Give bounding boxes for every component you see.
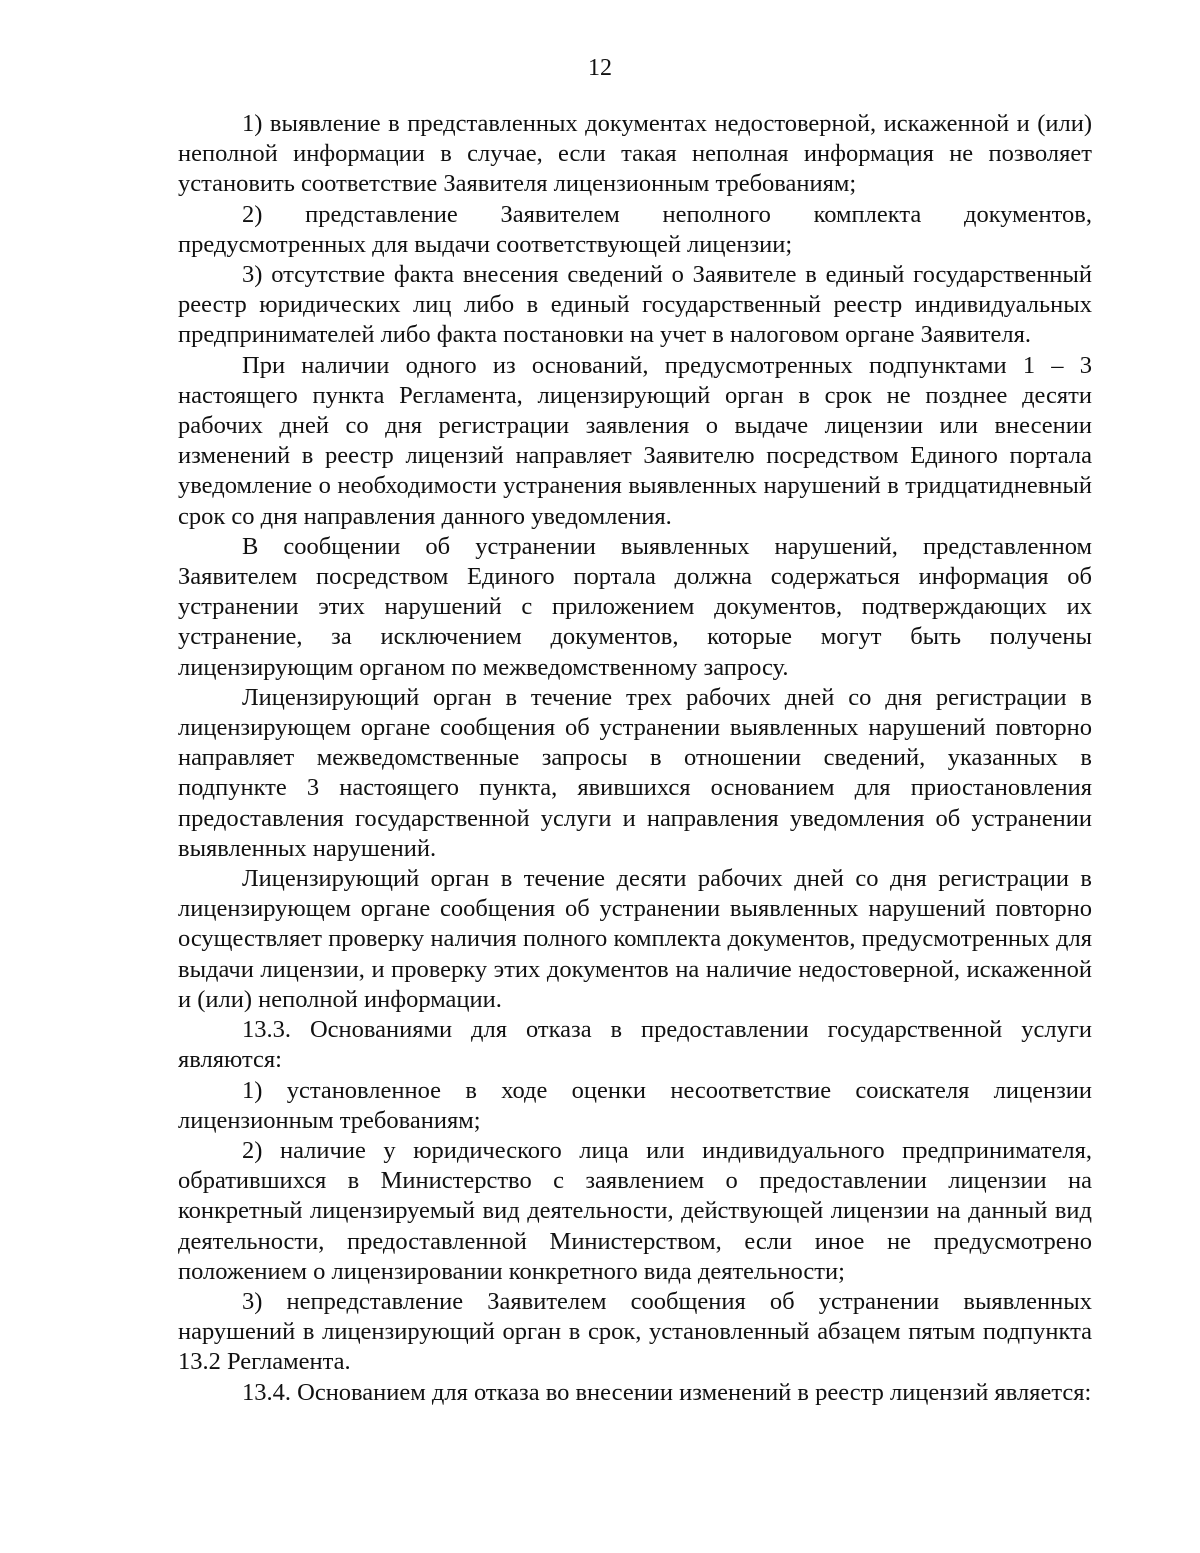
- document-body: [178, 109, 1092, 1408]
- paragraph: 3) отсутствие факта внесения сведений о Заявителе в единый государственный реестр юридических лиц либо в единый государственный реестр индивидуальных предпринимателей либо факта постановки на учет в налоговом органе Заявителя.: [178, 261, 1092, 349]
- page-number: 12: [588, 55, 612, 81]
- paragraph: 13.3. Основаниями для отказа в предоставлении государственной услуги являются:: [178, 1016, 1092, 1074]
- paragraph: 2) наличие у юридического лица или индивидуального предпринимателя, обратившихся в Министерство с заявлением о предоставлении лицензии на конкретный лицензируемый вид деятельности, действующей лицензии на данный вид деятельности, предоставленной Министерством, если иное не предусмотрено положением о лицензировании конкретного вида деятельности;: [178, 1136, 1092, 1285]
- paragraph: 1) выявление в представленных документах недостоверной, искаженной и (или) неполной информации в случае, если такая неполная информация не позволяет установить соответствие Заявителя лицензионным требованиям;: [178, 110, 1092, 198]
- paragraph: 13.4. Основанием для отказа во внесении изменений в реестр лицензий является:: [242, 1378, 1092, 1406]
- paragraph: Лицензирующий орган в течение десяти рабочих дней со дня регистрации в лицензирующем органе сообщения об устранении выявленных нарушений повторно осуществляет проверку наличия полного комплекта документов, предусмотренных для выдачи лицензии, и проверку этих документов на наличие недостоверной, искаженной и (или) неполной информации.: [178, 865, 1092, 1013]
- paragraph: Лицензирующий орган в течение трех рабочих дней со дня регистрации в лицензирующем органе сообщения об устранении выявленных нарушений повторно направляет межведомственные запросы в отношении сведений, указанных в подпункте 3 настоящего пункта, явившихся основанием для приостановления предоставления государственной услуги и направления уведомления об устранении выявленных нарушений.: [178, 683, 1092, 862]
- paragraph: В сообщении об устранении выявленных нарушений, представленном Заявителем посредством Единого портала должна содержаться информация об устранении этих нарушений с приложением документов, подтверждающих их устранение, за исключением документов, которые могут быть получены лицензирующим органом по межведомственному запросу.: [178, 532, 1092, 681]
- paragraph: При наличии одного из оснований, предусмотренных подпунктами 1 – 3 настоящего пункта Регламента, лицензирующий орган в срок не позднее десяти рабочих дней со дня регистрации заявления о выдаче лицензии или внесении изменений в реестр лицензий направляет Заявителю посредством Единого портала уведомление о необходимости устранения выявленных нарушений в тридцатидневный срок со дня направления данного уведомления.: [178, 351, 1092, 530]
- paragraph: 3) непредставление Заявителем сообщения об устранении выявленных нарушений в лицензирующий орган в срок, установленный абзацем пятым подпункта 13.2 Регламента.: [178, 1287, 1092, 1376]
- paragraph: 2) представление Заявителем неполного комплекта документов, предусмотренных для выдачи соответствующей лицензии;: [178, 200, 1092, 258]
- paragraph: 1) установленное в ходе оценки несоответствие соискателя лицензии лицензионным требованиям;: [178, 1076, 1092, 1134]
